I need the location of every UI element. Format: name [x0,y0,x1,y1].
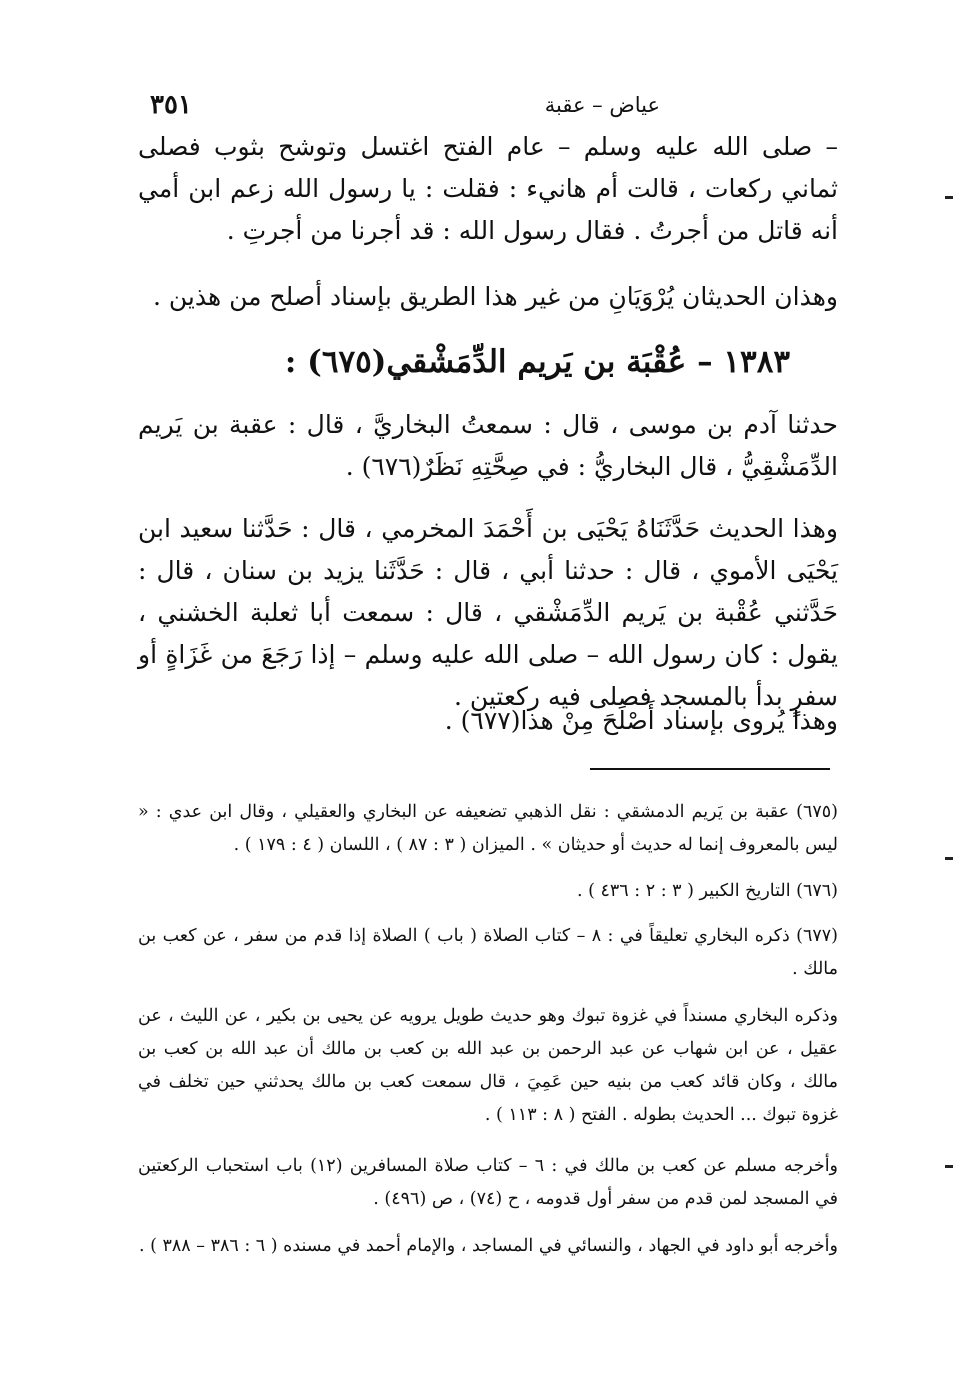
page-number: ٣٥١ [150,90,192,120]
paragraph-bukhari-opinion: حدثنا آدم بن موسى ، قال : سمعتُ البخاريَّ ، قال : عقبة بن يَريم الدِّمَشْقِيُّ ، قال البخاريُّ : في صِحَّتِهِ نَظَرٌ(٦٧٦) . [138,410,838,481]
page-header [150,88,870,124]
footnote-675: (٦٧٥) عقبة بن يَريم الدمشقي : نقل الذهبي تضعيفه عن البخاري والعقيلي ، وقال ابن عدي : « ليس بالمعروف إنما له حديث أو حديثان » . الميزان ( ٣ : ٨٧ ) ، اللسان ( ٤ : ١٧٩ ) . [138,802,838,855]
scan-edge-mark [945,857,953,860]
footnote-677: (٦٧٧) ذكره البخاري تعليقاً في : ٨ – كتاب الصلاة ( باب ) الصلاة إذا قدم من سفر ، عن كعب بن مالك . [138,926,838,979]
footnote-677-muslim: وأخرجه مسلم عن كعب بن مالك في : ٦ – كتاب صلاة المسافرين (١٢) باب استحباب الركعتين في المسجد لمن قدم من سفر أول قدومه ، ح (٧٤) ، ص (٤٩٦) . [138,1156,839,1209]
paragraph-isnad-note: وهذان الحديثان يُرْوَيَانِ من غير هذا الطريق بإسناد أصلح من هذين . [153,282,838,311]
paragraph-hadith-chain: وهذا الحديث حَدَّثَنَاهُ يَحْيَى بن أَحْمَدَ المخرمي ، قال : حَدَّثنا سعيد ابن يَحْيَى الأموي ، قال : حدثنا أبي ، قال : حَدَّثَنا يزيد بن سنان ، قال : حَدَّثني عُقْبة بن يَريم الدِّمَشْقي ، قال : سمعت أبا ثعلبة الخشني ، يقول : كان رسول الله – صلى الله عليه وسلم – إذا رَجَعَ من غَزَاةٍ أو سفرٍ بدأ بالمسجد فصلى فيه ركعتين . [138,514,838,711]
footnote-677-abu-dawud: وأخرجه أبو داود في الجهاد ، والنسائي في المساجد ، والإمام أحمد في مسنده ( ٦ : ٣٨٦ – ٣٨٨ ) . [138,1236,838,1256]
entry-heading: ١٣٨٣ – عُقْبَة بن يَريم الدِّمَشْقي(٦٧٥) : [284,344,790,380]
scan-edge-mark [945,196,953,199]
paragraph-closing-note: وهذا يُروى بإسناد أَصْلَحَ مِنْ هذا(٦٧٧) . [444,706,838,735]
footnote-divider [590,768,830,770]
paragraph-hadith-continuation: – صلى الله عليه وسلم – عام الفتح اغتسل وتوشح بثوب فصلى ثماني ركعات ، قالت أم هانيء : فقلت : يا رسول الله زعم ابن أمي أنه قاتل من أجرتُ . فقال رسول الله : قد أجرنا من أجرتِ . [138,132,838,245]
running-title: عياض – عقبة [544,93,660,117]
footnote-676: (٦٧٦) التاريخ الكبير ( ٣ : ٢ : ٤٣٦ ) . [576,881,838,901]
footnote-677-continuation: وذكره البخاري مسنداً في غزوة تبوك وهو حديث طويل يرويه عن يحيى بن بكير ، عن الليث ، عن عقيل ، عن ابن شهاب عن عبد الرحمن بن عبد الله بن كعب بن مالك أن عبد الله بن كعب بن مالك ، وكان قائد كعب من بنيه حين عَمِيَ ، قال سمعت كعب بن مالك يحدثني حين تخلف في غزوة تبوك ... الحديث بطوله . الفتح ( ٨ : ١١٣ ) . [138,1006,838,1125]
scan-edge-mark [945,1165,953,1168]
